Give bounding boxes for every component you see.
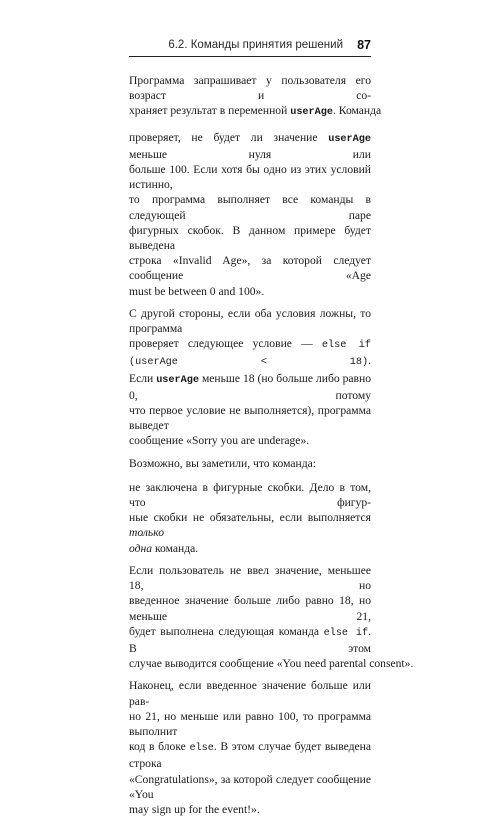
text-line: что первое условие не выполняется), программа выведет: [129, 404, 371, 433]
text-span: проверяет следующее условие —: [129, 337, 322, 351]
text-span: будет выполнена следующая команда: [129, 624, 324, 638]
page-number: 87: [357, 38, 371, 52]
inline-code: else if (userAge < 18): [129, 340, 371, 369]
emphasis: только: [129, 526, 164, 540]
text-span: . В этом: [129, 624, 371, 655]
text-line: сообщение «Sorry you are underage».: [129, 434, 310, 448]
text-line: [129, 371, 371, 403]
text-line: must be between 0 and 100».: [129, 284, 265, 298]
text-line: то программа выполняет все команды в следующей паре: [129, 193, 371, 222]
text-line: [129, 510, 371, 540]
paragraph-1: [129, 73, 382, 121]
text-span: .: [368, 354, 371, 368]
text-line: «Congratulations», за которой следует сообщение «You: [129, 772, 371, 801]
paragraph-2: [129, 130, 371, 299]
paragraph-3: [129, 306, 371, 449]
text-line: С другой стороны, если оба условия ложны, то программа: [129, 306, 371, 336]
paragraph-4: [129, 456, 371, 471]
text-line: [129, 739, 371, 771]
paragraph-5: [129, 480, 371, 556]
inline-code: else if: [323, 627, 369, 639]
inline-code: else: [189, 743, 214, 755]
section-title: 6.2. Команды принятия решений: [168, 39, 343, 51]
text-span: проверяет, не будет ли значение: [129, 130, 329, 144]
text-span: Если: [129, 371, 157, 385]
inline-code: userAge: [290, 107, 333, 119]
text-line: [129, 624, 371, 656]
text-line: [129, 541, 371, 556]
paragraph-7: [129, 678, 371, 817]
text-line: введенное значение больше либо равно 18, но меньше 21,: [129, 594, 371, 623]
header-rule: [129, 56, 371, 57]
inline-code: userAge: [328, 133, 371, 145]
body-text: [129, 73, 414, 824]
text-span: меньше 18 (но больше либо равно 0, потому: [129, 371, 372, 402]
text-line: Если пользователь не ввел значение, меньшее 18, но: [129, 563, 371, 593]
running-header: [0, 39, 500, 57]
text-line: Программа запрашивает у пользователя его возраст и со-: [129, 74, 371, 103]
text-line: случае выводится сообщение «You need parental consent».: [129, 657, 414, 671]
text-line: больше 100. Если хотя бы одно из этих условий истинно,: [129, 163, 371, 192]
text-span: код в блоке: [129, 740, 190, 754]
text-line: [129, 336, 371, 370]
text-line: Возможно, вы заметили, что команда:: [129, 456, 316, 470]
text-line: фигурных скобок. В данном примере будет выведена: [129, 223, 371, 253]
text-line: строка «Invalid Age», за которой следует сообщение «Age: [129, 254, 371, 283]
text-span: команда.: [152, 541, 199, 555]
text-span: меньше нуля или: [129, 147, 371, 161]
emphasis: одна: [129, 541, 153, 555]
text-line: [129, 103, 382, 120]
paragraph-6: [129, 563, 414, 671]
text-line: не заключена в фигурные скобки. Дело в том, что фигур-: [129, 480, 371, 510]
text-line: may sign up for the event!».: [129, 802, 260, 816]
text-line: Наконец, если введенное значение больше или рав-: [129, 679, 371, 708]
text-line: но 21, но меньше или равно 100, то программа выполнит: [129, 709, 371, 738]
text-span: . Команда: [333, 104, 382, 118]
text-span: . В этом случае будет выведена строка: [129, 740, 371, 771]
text-span: ные скобки не обязательны, если выполняется: [129, 511, 371, 525]
text-span: храняет результат в переменной: [129, 104, 291, 118]
text-line: [129, 130, 371, 162]
inline-code: userAge: [156, 374, 199, 386]
